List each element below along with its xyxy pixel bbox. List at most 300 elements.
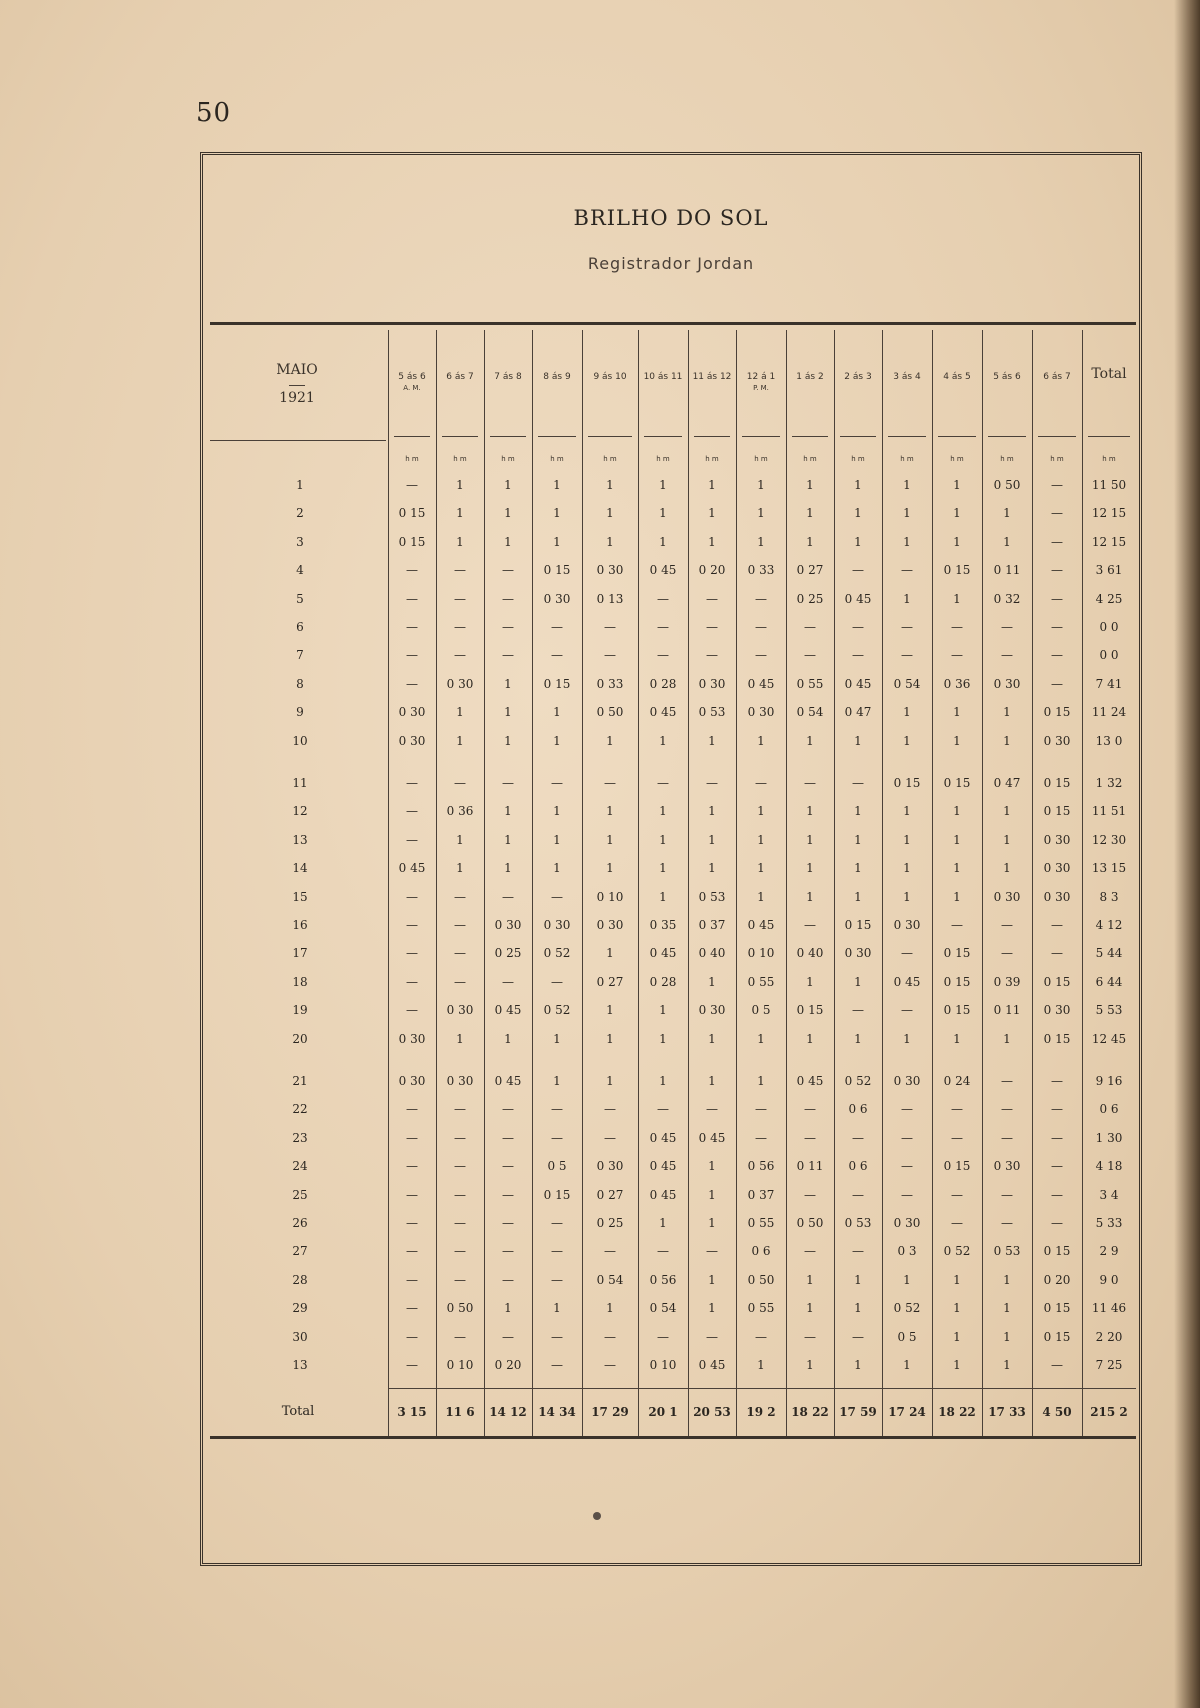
table-cell: 1 [606, 534, 614, 549]
table-cell: 1 [806, 1301, 814, 1316]
table-cell: — [1051, 478, 1063, 492]
table-cell: 0 53 [844, 1216, 872, 1230]
header-underline [210, 440, 386, 441]
table-cell: — [406, 1244, 418, 1259]
row-day: 29 [292, 1301, 308, 1316]
table-cell: 0 40 [796, 946, 824, 961]
table-cell: 1 [1003, 804, 1011, 819]
table-cell: 0 50 [596, 705, 624, 720]
table-cell: — [951, 1187, 963, 1202]
row-day: 4 [296, 563, 304, 578]
table-cell: — [852, 648, 864, 663]
am-note: A. M. [403, 384, 421, 392]
table-cell: 1 [708, 1031, 716, 1046]
table-cell: — [406, 478, 418, 492]
header-rule [210, 322, 1136, 325]
table-cell: 1 [708, 1301, 716, 1316]
table-cell: 0 15 [943, 1003, 971, 1018]
table-cell: 1 [953, 861, 961, 876]
table-cell: 1 [553, 733, 561, 748]
table-cell: 1 [504, 733, 512, 748]
table-cell: 1 [806, 804, 814, 819]
table-cell: 11 46 [1091, 1301, 1127, 1316]
table-cell: 0 15 [893, 776, 921, 790]
column-header [834, 372, 882, 382]
table-cell: 1 [953, 889, 961, 904]
table-cell: 0 30 [893, 1216, 921, 1230]
table-cell: 0 50 [993, 478, 1021, 492]
table-cell: — [406, 1130, 418, 1145]
table-cell: 1 [806, 1358, 814, 1372]
table-cell: — [1051, 918, 1063, 932]
column-rule [582, 330, 583, 1438]
header-cell-rule [490, 436, 526, 437]
table-cell: — [454, 563, 466, 578]
table-cell: 0 30 [698, 676, 726, 691]
table-cell: 0 6 [848, 1159, 868, 1174]
table-cell: 1 [504, 861, 512, 876]
table-cell: 0 30 [446, 1003, 474, 1018]
table-cell: 0 52 [893, 1301, 921, 1316]
table-cell: — [901, 1159, 913, 1174]
table-cell: 0 15 [543, 1187, 571, 1202]
table-cell: 5 33 [1095, 1216, 1123, 1230]
column-header-label: 9 ás 10 [593, 372, 627, 382]
table-cell: — [502, 648, 514, 663]
table-cell: — [406, 776, 418, 790]
row-day: 21 [292, 1074, 308, 1088]
table-cell: — [502, 1272, 514, 1287]
column-header [638, 372, 688, 382]
table-cell: 0 40 [698, 946, 726, 961]
table-cell: 13 0 [1095, 733, 1123, 748]
table-cell: 0 13 [596, 591, 624, 606]
table-cell: 1 [1003, 861, 1011, 876]
table-cell: 1 [504, 832, 512, 847]
table-cell: — [1051, 563, 1063, 578]
table-cell: 1 [659, 733, 667, 748]
table-cell: 0 30 [543, 591, 571, 606]
table-cell: — [502, 620, 514, 634]
table-cell: 0 53 [993, 1244, 1021, 1259]
row-day: 11 [292, 776, 308, 790]
table-cell: 1 [504, 705, 512, 720]
table-subtitle: Registrador Jordan [587, 254, 755, 273]
table-cell: — [951, 648, 963, 663]
table-cell: — [901, 946, 913, 961]
table-cell: 0 15 [543, 676, 571, 691]
row-day: 12 [292, 804, 308, 819]
table-cell: 6 44 [1095, 974, 1123, 989]
table-cell: 1 [1003, 1272, 1011, 1287]
table-cell: 0 30 [1043, 733, 1071, 748]
table-cell: — [1051, 1159, 1063, 1174]
header-cell-rule [588, 436, 632, 437]
row-day: 17 [292, 946, 308, 961]
totals-rule [388, 1388, 1136, 1389]
table-cell: 0 24 [943, 1074, 971, 1088]
row-day: 24 [292, 1159, 308, 1174]
table-cell: — [551, 648, 563, 663]
table-cell: 1 [903, 1031, 911, 1046]
table-cell: 1 [659, 861, 667, 876]
table-cell: 0 45 [649, 946, 677, 961]
table-cell: 0 45 [747, 918, 775, 932]
table-cell: 0 32 [993, 591, 1021, 606]
table-cell: — [502, 776, 514, 790]
total-cell: 11 6 [445, 1405, 475, 1419]
table-cell: — [852, 1329, 864, 1344]
column-header-label: 10 ás 11 [643, 372, 683, 382]
table-cell: 1 [659, 1074, 667, 1088]
table-cell: 0 30 [698, 1003, 726, 1018]
row-day: 1 [296, 478, 304, 492]
table-cell: — [657, 776, 669, 790]
row-day: 28 [292, 1272, 308, 1287]
table-cell: 9 0 [1099, 1272, 1119, 1287]
table-cell: 0 45 [398, 861, 426, 876]
table-cell: — [454, 974, 466, 989]
table-cell: 1 [659, 1003, 667, 1018]
table-cell: 0 30 [446, 1074, 474, 1088]
table-cell: 1 [903, 832, 911, 847]
table-cell: 0 3 [897, 1244, 917, 1259]
table-cell: — [804, 1102, 816, 1117]
table-cell: 0 10 [596, 889, 624, 904]
table-cell: 4 12 [1095, 918, 1123, 932]
table-cell: — [1001, 620, 1013, 634]
table-cell: — [502, 1130, 514, 1145]
table-cell: 1 [757, 1031, 765, 1046]
table-cell: 0 33 [596, 676, 624, 691]
table-cell: 1 [504, 534, 512, 549]
table-cell: 1 [903, 591, 911, 606]
table-cell: 1 [606, 733, 614, 748]
table-cell: 11 24 [1091, 705, 1127, 720]
table-cell: 0 11 [796, 1159, 824, 1174]
table-cell: 9 16 [1095, 1074, 1123, 1088]
table-cell: 1 [854, 974, 862, 989]
table-cell: — [901, 1102, 913, 1117]
total-cell: 17 59 [839, 1405, 877, 1419]
table-cell: — [406, 1272, 418, 1287]
table-cell: 1 [708, 1216, 716, 1230]
column-header [388, 372, 436, 392]
table-cell: — [502, 1102, 514, 1117]
table-cell: — [454, 648, 466, 663]
table-cell: 7 41 [1095, 676, 1123, 691]
table-cell: 0 36 [943, 676, 971, 691]
table-cell: 1 [854, 478, 862, 492]
table-cell: 0 52 [543, 1003, 571, 1018]
table-cell: 1 [553, 1031, 561, 1046]
column-rule [436, 330, 437, 1438]
table-cell: 0 45 [494, 1074, 522, 1088]
table-cell: 0 15 [1043, 705, 1071, 720]
column-header [736, 372, 786, 392]
row-day: 7 [296, 648, 304, 663]
total-cell: 3 15 [397, 1405, 427, 1419]
table-cell: — [657, 1102, 669, 1117]
table-cell: — [657, 591, 669, 606]
table-cell: 1 [953, 591, 961, 606]
table-cell: 0 45 [747, 676, 775, 691]
table-cell: 0 56 [747, 1159, 775, 1174]
table-cell: 1 [806, 733, 814, 748]
table-cell: 0 30 [1043, 889, 1071, 904]
table-cell: — [502, 974, 514, 989]
table-cell: — [454, 776, 466, 790]
row-day: 26 [292, 1216, 308, 1230]
table-cell: 1 [659, 1031, 667, 1046]
table-cell: — [406, 804, 418, 819]
table-cell: 1 [504, 676, 512, 691]
table-cell: 0 15 [943, 776, 971, 790]
table-cell: — [1001, 648, 1013, 663]
header-cell-rule [694, 436, 730, 437]
table-cell: 1 [953, 506, 961, 521]
total-cell: 20 1 [648, 1405, 678, 1419]
table-cell: — [706, 648, 718, 663]
table-cell: — [1001, 1216, 1013, 1230]
table-cell: 1 [953, 534, 961, 549]
table-cell: 0 5 [897, 1329, 917, 1344]
table-cell: — [406, 648, 418, 663]
table-cell: 1 [757, 733, 765, 748]
units-label: h m [405, 455, 419, 463]
table-cell: 1 [504, 1301, 512, 1316]
table-cell: — [755, 648, 767, 663]
table-cell: 3 61 [1095, 563, 1123, 578]
table-cell: 1 [553, 1074, 561, 1088]
table-cell: 0 10 [747, 946, 775, 961]
row-day: 18 [292, 974, 308, 989]
table-cell: 0 45 [796, 1074, 824, 1088]
table-cell: 1 [903, 705, 911, 720]
table-cell: — [454, 1244, 466, 1259]
total-cell: 17 24 [888, 1405, 926, 1419]
table-cell: 0 52 [943, 1244, 971, 1259]
table-cell: 1 [553, 478, 561, 492]
table-cell: — [755, 591, 767, 606]
column-header-label: 4 ás 5 [943, 372, 971, 382]
table-cell: 1 [1003, 733, 1011, 748]
table-cell: 0 15 [1043, 1301, 1071, 1316]
table-cell: — [454, 1130, 466, 1145]
table-cell: 0 15 [1043, 804, 1071, 819]
total-cell: 20 53 [693, 1405, 731, 1419]
table-cell: 0 30 [596, 1159, 624, 1174]
table-cell: 1 [806, 861, 814, 876]
table-cell: 1 [903, 804, 911, 819]
units-label: h m [656, 455, 670, 463]
table-cell: — [657, 1244, 669, 1259]
table-cell: 1 [659, 1216, 667, 1230]
header-cell-rule [1038, 436, 1076, 437]
column-header-label: 2 ás 3 [844, 372, 872, 382]
table-cell: 0 20 [494, 1358, 522, 1372]
units-label: h m [501, 455, 515, 463]
table-cell: — [454, 620, 466, 634]
row-day: 13 [292, 832, 308, 847]
table-cell: 1 [1003, 506, 1011, 521]
table-cell: 1 [606, 1003, 614, 1018]
table-cell: 0 30 [398, 1031, 426, 1046]
table-cell: — [406, 591, 418, 606]
table-cell: 0 15 [1043, 974, 1071, 989]
table-cell: 1 [854, 1301, 862, 1316]
table-cell: — [551, 974, 563, 989]
table-cell: 1 [806, 1031, 814, 1046]
table-cell: 0 33 [747, 563, 775, 578]
column-header [484, 372, 532, 382]
table-cell: 0 30 [398, 1074, 426, 1088]
table-cell: 0 55 [796, 676, 824, 691]
table-cell: 1 [708, 534, 716, 549]
table-cell: — [604, 1358, 616, 1372]
table-cell: — [551, 889, 563, 904]
table-cell: 0 30 [1043, 861, 1071, 876]
table-cell: 0 15 [943, 563, 971, 578]
table-cell: 1 [903, 478, 911, 492]
table-cell: 1 [456, 1031, 464, 1046]
table-cell: — [1001, 1187, 1013, 1202]
table-cell: 1 [659, 832, 667, 847]
table-cell: — [657, 648, 669, 663]
row-day: 3 [296, 534, 304, 549]
column-rule [736, 330, 737, 1438]
table-cell: 0 0 [1099, 648, 1119, 663]
table-cell: 0 54 [649, 1301, 677, 1316]
table-cell: 12 15 [1091, 534, 1127, 549]
table-cell: 0 45 [844, 676, 872, 691]
units-label: h m [1050, 455, 1064, 463]
table-cell: 0 15 [398, 506, 426, 521]
table-cell: — [706, 776, 718, 790]
units-label: h m [603, 455, 617, 463]
table-cell: 0 45 [844, 591, 872, 606]
table-cell: 0 28 [649, 676, 677, 691]
table-cell: 0 15 [796, 1003, 824, 1018]
table-cell: 1 [953, 705, 961, 720]
table-cell: 0 45 [698, 1358, 726, 1372]
header-cell-rule [938, 436, 976, 437]
table-cell: — [406, 1301, 418, 1316]
table-cell: 0 30 [893, 918, 921, 932]
table-cell: — [502, 889, 514, 904]
table-cell: 5 53 [1095, 1003, 1123, 1018]
table-cell: 0 45 [698, 1130, 726, 1145]
row-day: 8 [296, 676, 304, 691]
table-cell: — [454, 889, 466, 904]
page-number: 50 [196, 98, 232, 128]
table-cell: 1 [708, 1074, 716, 1088]
table-cell: — [454, 946, 466, 961]
table-cell: 1 [903, 1358, 911, 1372]
table-cell: — [551, 1329, 563, 1344]
table-cell: — [657, 620, 669, 634]
table-cell: — [454, 1187, 466, 1202]
table-cell: 1 [806, 889, 814, 904]
table-cell: 1 [953, 832, 961, 847]
table-cell: 1 [806, 832, 814, 847]
table-cell: — [804, 776, 816, 790]
table-cell: 1 [553, 506, 561, 521]
table-cell: — [502, 591, 514, 606]
table-cell: 0 30 [543, 918, 571, 932]
table-cell: — [852, 1130, 864, 1145]
table-cell: — [604, 1102, 616, 1117]
stain-dot [593, 1512, 601, 1520]
table-cell: 13 15 [1091, 861, 1127, 876]
table-cell: 0 30 [747, 705, 775, 720]
table-cell: — [951, 620, 963, 634]
table-cell: — [1051, 648, 1063, 663]
table-cell: 1 [1003, 705, 1011, 720]
column-header-label: 8 ás 9 [543, 372, 571, 382]
total-row-label: Total [281, 1404, 315, 1419]
table-cell: — [502, 1216, 514, 1230]
header-cell-rule [538, 436, 576, 437]
total-cell: 17 33 [988, 1405, 1026, 1419]
table-cell: — [604, 1244, 616, 1259]
table-cell: 0 37 [698, 918, 726, 932]
table-cell: 1 [553, 832, 561, 847]
column-rule [532, 330, 533, 1438]
header-cell-rule [840, 436, 876, 437]
table-cell: — [804, 1329, 816, 1344]
table-cell: 1 [504, 1031, 512, 1046]
table-cell: 2 20 [1095, 1329, 1123, 1344]
table-cell: 7 25 [1095, 1358, 1123, 1372]
row-day: 5 [296, 591, 304, 606]
table-cell: — [706, 591, 718, 606]
table-cell: — [951, 918, 963, 932]
table-cell: — [755, 620, 767, 634]
table-cell: 1 [659, 804, 667, 819]
table-cell: 0 15 [943, 946, 971, 961]
table-cell: 0 10 [649, 1358, 677, 1372]
table-cell: — [502, 1159, 514, 1174]
table-cell: — [1051, 1130, 1063, 1145]
row-day: 13 [292, 1358, 308, 1372]
table-cell: 0 15 [543, 563, 571, 578]
table-cell: 1 [504, 506, 512, 521]
table-cell: 1 [854, 832, 862, 847]
pm-note: P. M. [753, 384, 769, 392]
table-cell: — [604, 1130, 616, 1145]
table-cell: 0 27 [796, 563, 824, 578]
table-cell: 1 [903, 1272, 911, 1287]
table-cell: 1 [854, 506, 862, 521]
column-header [582, 372, 638, 382]
table-cell: — [551, 620, 563, 634]
header-cell-rule [888, 436, 926, 437]
table-cell: 0 15 [1043, 1329, 1071, 1344]
table-cell: 0 39 [993, 974, 1021, 989]
table-cell: 8 3 [1099, 889, 1119, 904]
table-cell: 0 30 [1043, 1003, 1071, 1018]
table-cell: 1 [1003, 534, 1011, 549]
table-cell: — [1001, 1074, 1013, 1088]
table-cell: — [901, 563, 913, 578]
table-cell: 1 [456, 534, 464, 549]
table-cell: 1 [953, 733, 961, 748]
table-cell: — [406, 1329, 418, 1344]
table-cell: 1 [708, 832, 716, 847]
table-cell: 12 30 [1091, 832, 1127, 847]
table-cell: 1 [806, 506, 814, 521]
